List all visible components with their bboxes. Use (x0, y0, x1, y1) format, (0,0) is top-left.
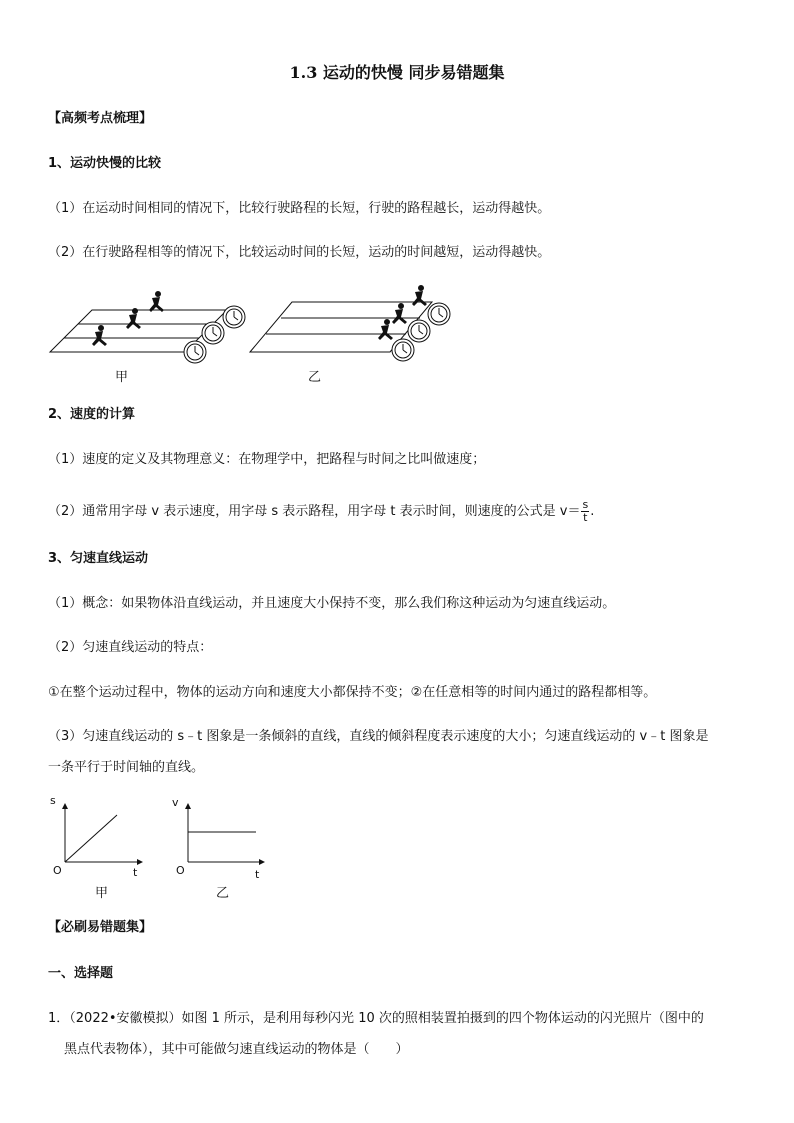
paragraph-1-1: （1）在运动时间相同的情况下，比较行驶路程的长短，行驶的路程越长，运动得越快。 (48, 201, 551, 216)
formula-end: . (590, 504, 595, 519)
section-header-summary: 【高频考点梳理】 (48, 111, 153, 126)
heading-uniform-motion: 3、匀速直线运动 (48, 551, 149, 566)
question-1-line-1: 1．（2022•安徽模拟）如图 1 所示，是利用每秒闪光 10 次的照相装置拍摄到的四个物体运动的闪光照片（图中的 (48, 1011, 704, 1026)
st-caption: 甲 (95, 886, 109, 901)
formula-denominator: t (583, 511, 588, 524)
paragraph-3-1: （1）概念：如果物体沿直线运动，并且速度大小保持不变，那么我们称这种运动为匀速直线运动。 (48, 596, 616, 611)
paragraph-3-3: ①在整个运动过程中，物体的运动方向和速度大小都保持不变；②在任意相等的时间内通过的路程都相等。 (48, 685, 657, 700)
paragraph-1-2: （2）在行驶路程相等的情况下，比较运动时间的长短，运动的时间越短，运动得越快。 (48, 245, 551, 260)
section-header-exercises: 【必刷易错题集】 (48, 920, 153, 935)
heading-speed-calculation: 2、速度的计算 (48, 407, 136, 422)
vt-caption: 乙 (216, 886, 230, 901)
page-title: 1.3 运动的快慢 同步易错题集 (289, 63, 505, 82)
st-line (65, 815, 117, 862)
formula-numerator: s (582, 498, 589, 511)
heading-speed-comparison: 1、运动快慢的比较 (48, 156, 162, 171)
paragraph-3-4b: 一条平行于时间轴的直线。 (48, 760, 205, 775)
st-y-label: s (50, 794, 56, 807)
figure-caption-left: 甲 (115, 370, 129, 385)
paragraph-3-4a: （3）匀速直线运动的 s﹣t 图象是一条倾斜的直线，直线的倾斜程度表示速度的大小；匀速直线运动的 v﹣t 图象是 (48, 729, 709, 744)
vt-origin-label: O (176, 864, 185, 877)
vt-x-label: t (255, 868, 260, 881)
paragraph-2-1: （1）速度的定义及其物理意义：在物理学中，把路程与时间之比叫做速度； (48, 452, 486, 467)
question-1-line-2: 黑点代表物体），其中可能做匀速直线运动的物体是（ ） (64, 1042, 409, 1057)
paragraph-2-2-text: （2）通常用字母 v 表示速度，用字母 s 表示路程，用字母 t 表示时间，则速度的公式是 v＝ (48, 504, 581, 519)
st-x-label: t (133, 866, 138, 879)
st-origin-label: O (53, 864, 62, 877)
vt-y-label: v (172, 796, 179, 809)
paragraph-3-2: （2）匀速直线运动的特点： (48, 640, 213, 655)
subheading-multiple-choice: 一、选择题 (48, 966, 114, 981)
figure-caption-right: 乙 (308, 370, 322, 385)
